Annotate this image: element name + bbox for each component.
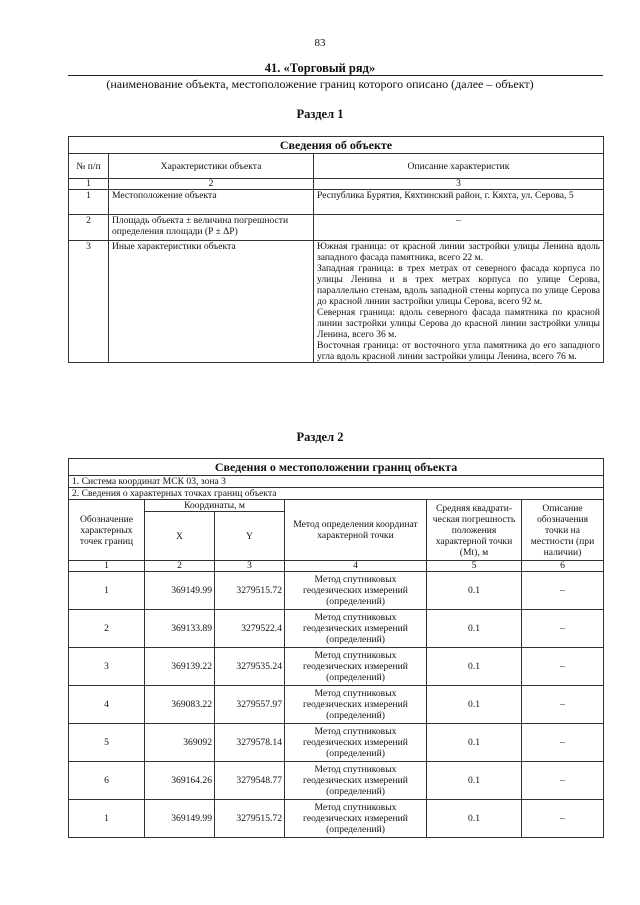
header-description: Описание характеристик <box>314 154 604 179</box>
point-label: 2 <box>69 610 145 648</box>
east-boundary-text: Восточная граница: от восточного угла памятника до его западного угла вдоль красной линии застройки улицы Ленина, всего 76 м. <box>317 340 600 362</box>
coord-x: 369149.99 <box>145 800 215 838</box>
row-description: Республика Бурятия, Кяхтинский район, г. Кяхта, ул. Серова, 5 <box>314 190 604 215</box>
table-row <box>69 762 604 800</box>
header-characteristic: Характеристики объекта <box>109 154 314 179</box>
point-label: 5 <box>69 724 145 762</box>
coord-x: 369164.26 <box>145 762 215 800</box>
point-description: – <box>522 572 604 610</box>
header-method: Метод определения координат характерной точки <box>285 500 427 561</box>
table2-caption: Сведения о местоположении границ объекта <box>69 459 604 476</box>
coord-x: 369139.22 <box>145 648 215 686</box>
object-title: 41. «Торговый ряд» <box>264 61 376 75</box>
coord-y: 3279578.14 <box>215 724 285 762</box>
points-info-note: 2. Сведения о характерных точках границ объекта <box>69 488 604 500</box>
point-label: 6 <box>69 762 145 800</box>
error-cell: 0.1 <box>427 648 522 686</box>
error-cell: 0.1 <box>427 762 522 800</box>
point-label: 1 <box>69 572 145 610</box>
table-row <box>69 648 604 686</box>
index-cell: 5 <box>427 561 522 572</box>
north-boundary-text: Северная граница: вдоль северного фасада памятника по красной линии застройки улицы Серова до красной линии застройки улицы Ленина, всего 36 м. <box>317 307 600 340</box>
table-row <box>69 215 604 241</box>
method-cell: Метод спутниковых геодезических измерений (определений) <box>285 724 427 762</box>
index-cell: 1 <box>69 561 145 572</box>
method-cell: Метод спутниковых геодезических измерений (определений) <box>285 762 427 800</box>
coord-y: 3279548.77 <box>215 762 285 800</box>
point-label: 3 <box>69 648 145 686</box>
index-cell: 4 <box>285 561 427 572</box>
row-characteristic: Площадь объекта ± величина погрешности определения площади (P ± ΔP) <box>109 215 314 241</box>
table-row <box>69 610 604 648</box>
coord-y: 3279515.72 <box>215 572 285 610</box>
point-description: – <box>522 762 604 800</box>
coord-y: 3279522.4 <box>215 610 285 648</box>
point-description: – <box>522 724 604 762</box>
coord-x: 369083.22 <box>145 686 215 724</box>
error-cell: 0.1 <box>427 572 522 610</box>
point-label: 4 <box>69 686 145 724</box>
west-boundary-text: Западная граница: в трех метрах от северного фасада корпуса по улицы Ленина и в трех метрах корпуса по улице Серова, параллельно стенам, вдоль западной стены корпуса по улице Серова до красной линии застройки улицы Серова, всего 92 м. <box>317 263 600 307</box>
section-2-heading: Раздел 2 <box>296 430 344 444</box>
header-point: Обозначение характерных точек границ <box>69 500 145 561</box>
table-row <box>69 724 604 762</box>
error-cell: 0.1 <box>427 800 522 838</box>
header-point-description: Описание обозначения точки на местности (при наличии) <box>522 500 604 561</box>
row-description: – <box>314 215 604 241</box>
coord-y: 3279557.97 <box>215 686 285 724</box>
coord-x: 369133.89 <box>145 610 215 648</box>
row-number: 3 <box>69 241 109 363</box>
method-cell: Метод спутниковых геодезических измерений (определений) <box>285 800 427 838</box>
object-info-table <box>68 136 604 363</box>
row-number: 1 <box>69 190 109 215</box>
point-description: – <box>522 610 604 648</box>
table-row <box>69 241 604 363</box>
row-characteristic: Иные характеристики объекта <box>109 241 314 363</box>
page-number: 83 <box>314 37 326 49</box>
table-row <box>69 572 604 610</box>
method-cell: Метод спутниковых геодезических измерений (определений) <box>285 572 427 610</box>
header-y: Y <box>215 512 285 561</box>
boundary-points-table <box>68 458 604 838</box>
index-cell: 2 <box>109 179 314 190</box>
south-boundary-text: Южная граница: от красной линии застройки улицы Ленина вдоль западного фасада памятника, всего 22 м. <box>317 241 600 263</box>
method-cell: Метод спутниковых геодезических измерений (определений) <box>285 686 427 724</box>
coord-x: 369092 <box>145 724 215 762</box>
index-cell: 6 <box>522 561 604 572</box>
method-cell: Метод спутниковых геодезических измерений (определений) <box>285 610 427 648</box>
point-description: – <box>522 648 604 686</box>
table-row <box>69 686 604 724</box>
index-cell: 2 <box>145 561 215 572</box>
row-number: 2 <box>69 215 109 241</box>
error-cell: 0.1 <box>427 724 522 762</box>
table-row <box>69 190 604 215</box>
index-cell: 1 <box>69 179 109 190</box>
header-coordinates: Координаты, м <box>145 500 285 512</box>
method-cell: Метод спутниковых геодезических измерений (определений) <box>285 648 427 686</box>
row-characteristic: Местоположение объекта <box>109 190 314 215</box>
coordinate-system-note: 1. Система координат МСК 03, зона 3 <box>69 476 604 488</box>
error-cell: 0.1 <box>427 686 522 724</box>
header-x: X <box>145 512 215 561</box>
section-1-heading: Раздел 1 <box>296 107 344 121</box>
coord-y: 3279535.24 <box>215 648 285 686</box>
point-description: – <box>522 800 604 838</box>
row-description <box>314 241 604 363</box>
point-description: – <box>522 686 604 724</box>
coord-x: 369149.99 <box>145 572 215 610</box>
header-number: № п/п <box>69 154 109 179</box>
error-cell: 0.1 <box>427 610 522 648</box>
coord-y: 3279515.72 <box>215 800 285 838</box>
table-row <box>69 800 604 838</box>
title-underline <box>68 75 603 76</box>
header-error: Средняя квадрати-ческая погрешность положения характерной точки (Mt), м <box>427 500 522 561</box>
index-cell: 3 <box>314 179 604 190</box>
point-label: 1 <box>69 800 145 838</box>
object-subtitle: (наименование объекта, местоположение границ которого описано (далее – объект) <box>106 77 534 91</box>
index-cell: 3 <box>215 561 285 572</box>
table1-caption: Сведения об объекте <box>69 137 604 154</box>
